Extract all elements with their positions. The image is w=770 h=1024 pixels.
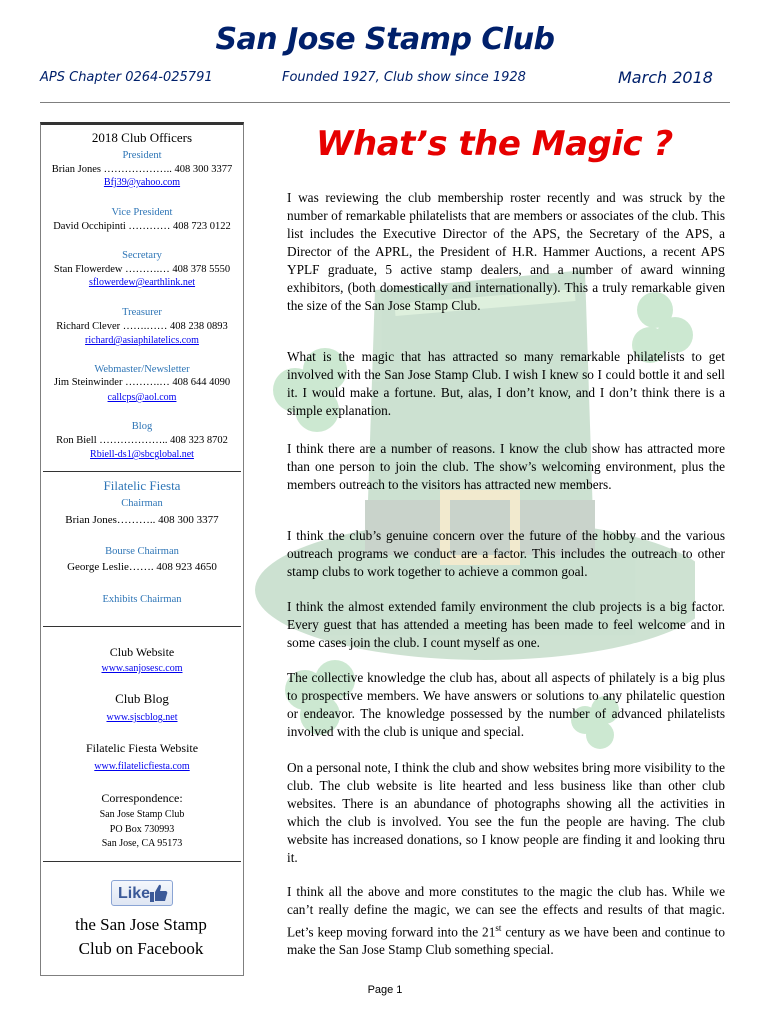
article-paragraph-6: The collective knowledge the club has, about all aspects of philately is a big plus to prospective members. We have answers or solutions to any philatelic question or endeavor. The knowledge possessed by the number of advanced philatelists involved with the club is unique and special.	[287, 670, 725, 739]
treasurer-contact: Richard Clever …….…… 408 238 0893	[56, 321, 228, 332]
treasurer-role: Treasurer	[122, 307, 162, 318]
sidebar-divider	[43, 471, 241, 472]
facebook-line-1: the San Jose Stamp	[75, 915, 207, 934]
founded-line: Founded 1927, Club show since 1928	[282, 70, 526, 85]
correspondence-label: Correspondence:	[101, 791, 183, 805]
issue-date: March 2018	[618, 68, 713, 87]
facebook-like-button[interactable]	[111, 880, 173, 906]
fiesta-chairman-role: Chairman	[121, 498, 163, 509]
bourse-role: Bourse Chairman	[105, 546, 179, 557]
aps-chapter: APS Chapter 0264-025791	[40, 70, 213, 85]
bourse-contact: George Leslie……. 408 923 4650	[67, 561, 217, 573]
officers-heading: 2018 Club Officers	[91, 130, 193, 145]
club-name-masthead: San Jose Stamp Club	[215, 22, 555, 57]
blog-label: Club Blog	[115, 691, 169, 706]
header-divider	[40, 102, 730, 103]
webmaster-contact: Jim Steinwinder ……….… 408 644 4090	[53, 377, 231, 388]
vp-role: Vice President	[111, 207, 173, 218]
fiesta-site-link[interactable]: www.filatelicfiesta.com	[94, 761, 190, 772]
blog-link[interactable]: www.sjscblog.net	[106, 712, 178, 723]
facebook-line-2: Club on Facebook	[78, 939, 204, 958]
fiesta-chairman-contact: Brian Jones……….. 408 300 3377	[65, 514, 219, 526]
article-paragraph-3: I think there are a number of reasons. I know the club show has attracted more than one person to join the club. The show’s welcoming environment, plus the members outreach to the visitors has attracted new members.	[287, 441, 725, 492]
secretary-email-link[interactable]: sflowerdew@earthlink.net	[88, 277, 196, 288]
address-line-1: San Jose Stamp Club	[99, 809, 185, 820]
president-role: President	[122, 150, 162, 161]
article-paragraph-2: What is the magic that has attracted so many remarkable philatelists to get involved with the San Jose Stamp Club. I wish I knew so I could bottle it and sell it. I would make a fortune. But, alas, I don’t know, and I don’t think there is a simple explanation.	[287, 349, 725, 418]
like-label: Like	[118, 885, 151, 902]
page-number: Page 1	[367, 984, 403, 996]
article-paragraph-4: I think the club’s genuine concern over the future of the hobby and the various outreach programs we conduct are a factor. This includes the outreach to other stamp clubs to work together to achieve a common goal.	[287, 528, 725, 579]
website-link[interactable]: www.sanjosesc.com	[101, 663, 183, 674]
address-line-2: PO Box 730993	[109, 824, 175, 835]
webmaster-email-link[interactable]: callcps@aol.com	[107, 392, 177, 403]
article-title: What’s the Magic ?	[316, 124, 673, 164]
webmaster-role: Webmaster/Newsletter	[94, 364, 190, 375]
thumbs-up-icon	[149, 883, 169, 903]
secretary-contact: Stan Flowerdew ……….… 408 378 5550	[53, 264, 231, 275]
sidebar-box	[40, 122, 244, 976]
treasurer-email-link[interactable]: richard@asiaphilatelics.com	[85, 335, 199, 346]
article-paragraph-8	[287, 883, 725, 959]
article-paragraph-7: On a personal note, I think the club and show websites bring more visibility to the club. The club website is lite hearted and less business like than other club websites. There is an abundance of photographs showing all the activities in which the club is involved. You see the fun the people are having. The club website has increased donations, so I know people are finding it and looking thru it.	[287, 760, 725, 865]
website-label: Club Website	[109, 645, 175, 659]
sidebar-divider	[43, 626, 241, 627]
fiesta-heading: Filatelic Fiesta	[103, 478, 181, 493]
article-paragraph-1: I was reviewing the club membership roster recently and was struck by the number of remarkable philatelists that are members or associates of the club. This list includes the Executive Director of the APS, the Secretary of the APS, a Director of the APRL, the President of H.R. Hammer Auctions, a recent APS YPLF graduate, 5 active stamp dealers, and a number of award winning exhibitors, (both domestically and internationally). This a truly remarkable given the size of the San Jose Stamp Club.	[287, 190, 725, 313]
blog-contact: Ron Biell ……………….. 408 323 8702	[56, 435, 228, 446]
fiesta-site-label: Filatelic Fiesta Website	[85, 741, 199, 755]
sidebar-divider	[43, 861, 241, 862]
vp-contact: David Occhipinti ………… 408 723 0122	[53, 221, 231, 232]
president-email-link[interactable]: Bfj39@yahoo.com	[103, 177, 181, 188]
blog-email-link[interactable]: Rbiell-ds1@sbcglobal.net	[90, 449, 194, 460]
exhibits-role: Exhibits Chairman	[102, 594, 182, 605]
address-line-3: San Jose, CA 95173	[101, 838, 183, 849]
secretary-role: Secretary	[122, 250, 162, 261]
article-paragraph-5: I think the almost extended family environment the club projects is a big factor. Every guest that has attended a meeting has been made to feel welcome and in some cases join the club. I count myself as one.	[287, 599, 725, 650]
ordinal-suffix: st	[495, 923, 502, 933]
paragraph-8-text: I think all the above and more constitutes to the magic the club has. While we can’t really define the magic, we can see the effects and results of that magic. Let’s keep moving forward into the 21	[287, 884, 725, 940]
president-contact: Brian Jones ……………….. 408 300 3377	[51, 164, 233, 175]
paragraph-8-text-end: century as we have been and continue to make the San Jose Stamp Club something special.	[287, 924, 725, 958]
blog-role: Blog	[131, 421, 153, 432]
